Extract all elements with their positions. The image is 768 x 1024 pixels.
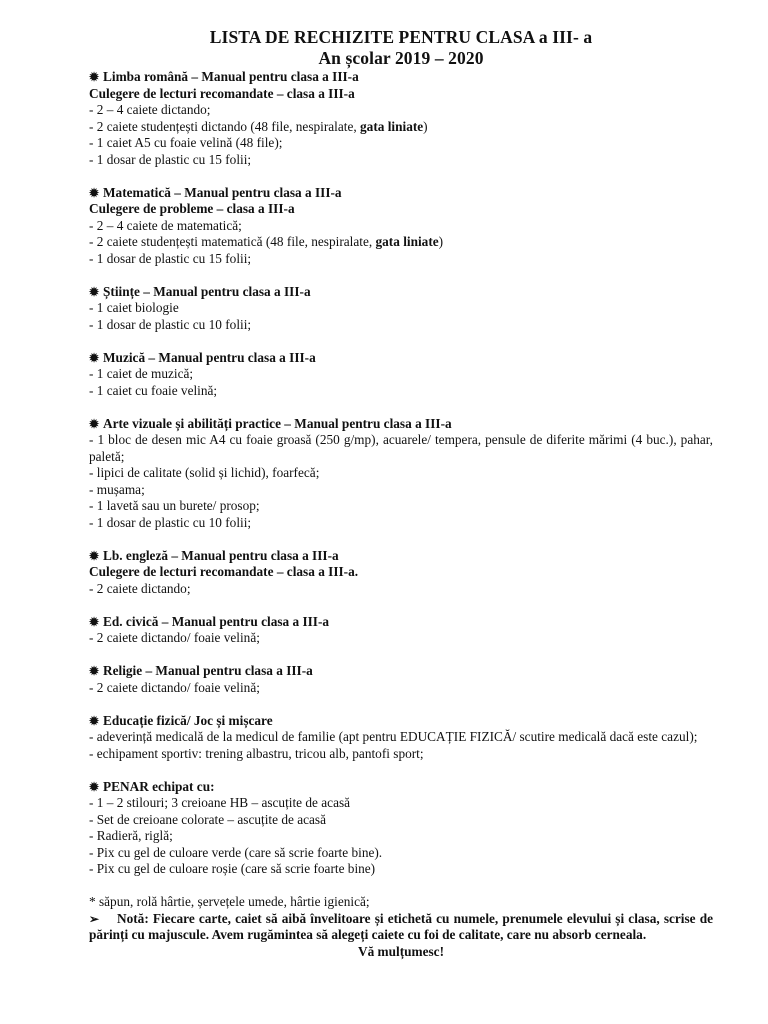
- list-item: - 2 caiete studențești dictando (48 file, nespiralate, gata liniate): [89, 118, 428, 134]
- thanks-line: Vă mulțumesc!: [357, 943, 445, 959]
- bullet-icon: ✹: [89, 284, 100, 299]
- list-item: - Pix cu gel de culoare verde (care să scrie foarte bine).: [89, 844, 383, 860]
- bullet-icon: ✹: [89, 713, 100, 728]
- page-title: LISTA DE RECHIZITE PENTRU CLASA a III- a: [209, 27, 593, 47]
- section-subheading: Culegere de lecturi recomandate – clasa a III-a.: [89, 564, 359, 579]
- list-item: - Set de creioane colorate – ascuțite de acasă: [89, 811, 327, 827]
- section-religie: [89, 663, 713, 696]
- section-heading: ✹ PENAR echipat cu:: [89, 778, 215, 794]
- list-item: - 1 dosar de plastic cu 10 folii;: [89, 514, 252, 530]
- section-heading: ✹ Ed. civică – Manual pentru clasa a III-a: [89, 613, 330, 629]
- school-year-subtitle: An școlar 2019 – 2020: [318, 48, 484, 68]
- list-item: - 1 dosar de plastic cu 10 folii;: [89, 316, 252, 332]
- list-item: - 2 caiete dictando/ foaie velină;: [89, 630, 260, 645]
- bullet-icon: ✹: [89, 548, 100, 563]
- section-penar: [89, 779, 713, 878]
- list-item: - lipici de calitate (solid și lichid), foarfecă;: [89, 465, 320, 480]
- section-heading: ✹ Limba română – Manual pentru clasa a III-a: [89, 69, 359, 84]
- list-item: - 1 bloc de desen mic A4 cu foaie groasă (250 g/mp), acuarele/ tempera, pensule de diferite mărimi (4 buc.), pahar, paletă;: [89, 432, 713, 464]
- section-engleza: [89, 548, 713, 598]
- list-item: - 1 caiet biologie: [89, 300, 179, 315]
- bullet-icon: ✹: [89, 350, 100, 365]
- list-item: - 2 – 4 caiete dictando;: [89, 102, 211, 117]
- bullet-icon: ✹: [89, 185, 100, 200]
- list-item: - 2 – 4 caiete de matematică;: [89, 217, 242, 233]
- section-matematica: [89, 185, 713, 268]
- list-item: - 1 dosar de plastic cu 15 folii;: [89, 151, 252, 167]
- arrow-icon: ➢: [89, 911, 100, 926]
- list-item: - 1 lavetă sau un burete/ prosop;: [89, 498, 260, 513]
- bullet-icon: ✹: [89, 614, 100, 629]
- list-item: - 1 caiet cu foaie velină;: [89, 382, 218, 398]
- note-paragraph: ➢ Notă: Fiecare carte, caiet să aibă învelitoare și etichetă cu numele, prenumele elevului și clasa, scrise de părinți cu majuscule. Avem rugămintea să alegeți caiete cu foi de calitate, care nu absorb cerneala.: [89, 910, 713, 942]
- list-item: - 1 caiet de muzică;: [89, 366, 194, 381]
- bullet-icon: ✹: [89, 70, 100, 84]
- footer-notes: [89, 894, 713, 960]
- section-heading: ✹ Matematică – Manual pentru clasa a III-a: [89, 184, 342, 200]
- list-item: - 2 caiete dictando/ foaie velină;: [89, 679, 260, 695]
- list-item: - Pix cu gel de culoare roșie (care să scrie foarte bine): [89, 861, 376, 876]
- section-heading: ✹ Religie – Manual pentru clasa a III-a: [89, 663, 313, 678]
- section-subheading: Culegere de lecturi recomandate – clasa a III-a: [89, 85, 355, 101]
- section-heading: ✹ Educație fizică/ Joc și mișcare: [89, 712, 273, 728]
- list-item: - 1 – 2 stilouri; 3 creioane HB – ascuțite de acasă: [89, 795, 351, 810]
- bullet-icon: ✹: [89, 416, 100, 431]
- section-sport: [89, 713, 713, 763]
- section-civica: [89, 614, 713, 647]
- list-item: - echipament sportiv: trening albastru, tricou alb, pantofi sport;: [89, 745, 424, 761]
- list-item: - 2 caiete dictando;: [89, 580, 191, 596]
- section-romana: [89, 69, 713, 168]
- section-heading: ✹ Arte vizuale și abilități practice – Manual pentru clasa a III-a: [89, 415, 452, 431]
- extras-line: * săpun, rolă hârtie, șervețele umede, hârtie igienică;: [89, 894, 370, 909]
- section-stiinte: [89, 284, 713, 334]
- bullet-icon: ✹: [89, 779, 100, 794]
- document-page: [89, 26, 713, 960]
- section-heading: ✹ Muzică – Manual pentru clasa a III-a: [89, 349, 316, 365]
- section-subheading: Culegere de probleme – clasa a III-a: [89, 201, 295, 216]
- list-item: - 1 caiet A5 cu foaie velină (48 file);: [89, 135, 283, 150]
- list-item: - 1 dosar de plastic cu 15 folii;: [89, 250, 252, 266]
- section-arte: [89, 416, 713, 532]
- list-item: - 2 caiete studențești matematică (48 file, nespiralate, gata liniate): [89, 234, 444, 249]
- section-heading: ✹ Științe – Manual pentru clasa a III-a: [89, 283, 311, 299]
- section-muzica: [89, 350, 713, 400]
- bullet-icon: ✹: [89, 664, 100, 678]
- list-item: - mușama;: [89, 481, 145, 497]
- list-item: - Radieră, riglă;: [89, 828, 173, 843]
- section-heading: ✹ Lb. engleză – Manual pentru clasa a III-a: [89, 547, 339, 563]
- list-item: - adeverință medicală de la medicul de familie (apt pentru EDUCAȚIE FIZICĂ/ scutire medicală dacă este cazul);: [89, 729, 698, 744]
